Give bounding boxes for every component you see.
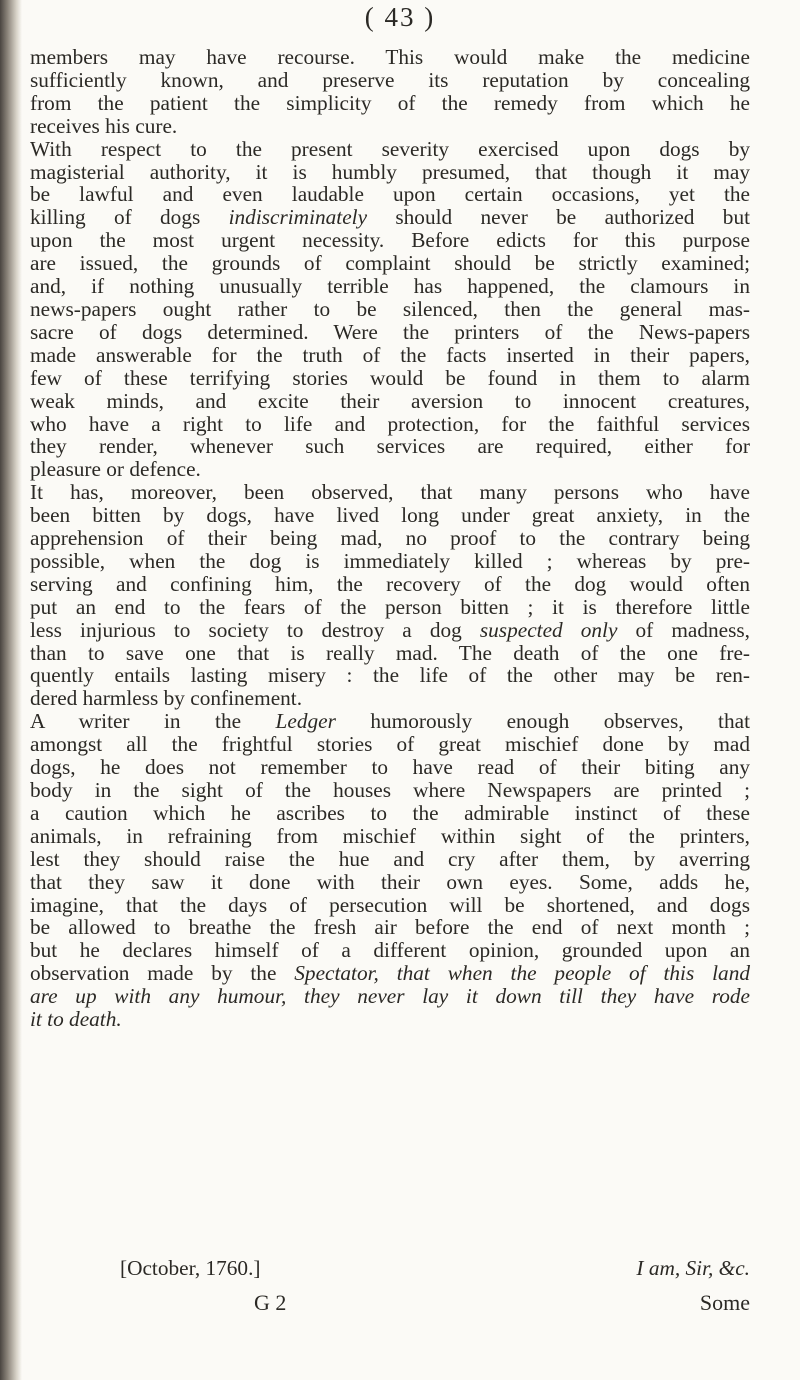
text-line: made answerable for the truth of the facts inserted in their papers, <box>30 342 750 367</box>
text-line: body in the sight of the houses where Newspapers are printed ; <box>30 778 750 802</box>
text-line: than to save one that is really mad. The death of the one fre- <box>30 640 750 665</box>
text-line: pleasure or defence. <box>30 457 201 482</box>
text-line: news-papers ought rather to be silenced, then the general mas- <box>30 296 750 321</box>
text-line: are issued, the grounds of complaint should be strictly examined; <box>30 251 750 276</box>
text-line: serving and confining him, the recovery of the dog would often <box>30 571 750 596</box>
text-line: a caution which he ascribes to the admirable instinct of these <box>30 800 750 825</box>
text-line: killing of dogs indiscriminately should never be authorized but <box>30 205 751 230</box>
text-line: sacre of dogs determined. Were the printers of the News-papers <box>30 319 750 344</box>
text-line: With respect to the present severity exercised upon dogs by <box>30 136 750 161</box>
text-line: be allowed to breathe the fresh air before the end of next month ; <box>30 915 750 940</box>
catchword: Some <box>699 1290 750 1315</box>
text-line: imagine, that the days of persecution will be shortened, and dogs <box>30 892 750 917</box>
italic-text: are up with any humour, they never lay it down till they have rode <box>30 984 750 1009</box>
text-line: receives his cure. <box>30 113 178 138</box>
italic-text: suspected only <box>479 617 618 642</box>
text-line: but he declares himself of a different opinion, grounded upon an <box>30 938 750 963</box>
paragraph <box>30 138 750 482</box>
text-line: magisterial authority, it is humbly presumed, that though it may <box>30 159 750 184</box>
paragraph <box>30 481 750 710</box>
text-line: amongst all the frightful stories of great mischief done by mad <box>30 732 750 757</box>
text-line: lest they should raise the hue and cry after them, by averring <box>30 846 750 871</box>
text-line: they render, whenever such services are required, either for <box>30 434 750 459</box>
letter-signature: I am, Sir, &c. <box>636 1256 750 1280</box>
closing-line <box>30 1256 750 1281</box>
text-line: possible, when the dog is immediately killed ; whereas by pre- <box>30 548 750 573</box>
text-line: members may have recourse. This would make the medicine <box>30 45 750 69</box>
text-line <box>30 1008 750 1031</box>
body-text <box>30 46 750 1031</box>
italic-text: Spectator, that when the people of this land <box>294 961 750 986</box>
text-line: few of these terrifying stories would be found in them to alarm <box>30 365 750 390</box>
text-line: dogs, he does not remember to have read of their biting any <box>30 755 750 780</box>
text-line: be lawful and even laudable upon certain occasions, yet the <box>30 182 750 207</box>
text-line: quently entails lasting misery : the life of the other may be ren- <box>30 663 750 688</box>
text-line: dered harmless by confinement. <box>30 686 303 711</box>
text-line: upon the most urgent necessity. Before edicts for this purpose <box>30 228 750 253</box>
italic-text: Ledger <box>275 709 336 734</box>
text-line: sufficiently known, and preserve its reputation by concealing <box>30 67 750 92</box>
text-line: weak minds, and excite their aversion to innocent creatures, <box>30 388 750 413</box>
text-line: animals, in refraining from mischief within sight of the printers, <box>30 823 750 848</box>
text-line: who have a right to life and protection, for the faithful services <box>30 411 750 436</box>
text-line: observation made by the Spectator, that when the people of this land <box>30 961 750 986</box>
letter-date: [October, 1760.] <box>120 1256 261 1280</box>
text-line: less injurious to society to destroy a dog suspected only of madness, <box>30 617 750 642</box>
italic-text: it to death. <box>30 1007 122 1032</box>
book-binding-gutter <box>0 0 22 1380</box>
paragraph <box>30 710 750 1031</box>
text-line: put an end to the fears of the person bitten ; it is therefore little <box>30 594 750 619</box>
text-line: It has, moreover, been observed, that many persons who have <box>30 480 750 505</box>
text-line: been bitten by dogs, have lived long under great anxiety, in the <box>30 503 750 528</box>
page-footer <box>30 1290 750 1316</box>
italic-text: indiscriminately <box>228 205 368 230</box>
signature-mark: G 2 <box>254 1290 287 1315</box>
text-line: from the patient the simplicity of the remedy from which he <box>30 90 750 115</box>
text-line: and, if nothing unusually terrible has happened, the clamours in <box>30 274 750 299</box>
text-line: A writer in the Ledger humorously enough observes, that <box>30 709 750 734</box>
paragraph <box>30 46 750 138</box>
page-number: ( 43 ) <box>364 2 436 32</box>
text-line <box>30 985 750 1008</box>
text-line: that they saw it done with their own eyes. Some, adds he, <box>30 869 750 894</box>
text-line: apprehension of their being mad, no proof to the contrary being <box>30 526 750 551</box>
